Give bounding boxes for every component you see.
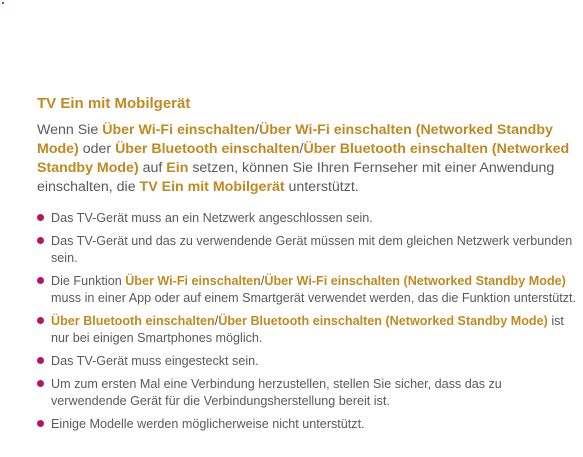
text-run: Einige Modelle werden möglicherweise nicht unterstützt. [51, 417, 365, 431]
text-run: unterstützt. [284, 179, 359, 195]
text-run: setzen, können Sie Ihren Fernseher mit einer Anwendung einschalten, die [37, 160, 555, 195]
text-run: Die Funktion [51, 274, 126, 288]
text-run: ist nur bei einigen Smartphones möglich. [51, 314, 564, 345]
highlighted-term: Über Bluetooth einschalten (Networked Standby Mode) [37, 141, 570, 176]
section-title: TV Ein mit Mobilgerät [37, 95, 191, 112]
text-run: / [260, 274, 265, 288]
highlighted-term: Ein [166, 160, 189, 176]
bullet-list [37, 210, 577, 433]
text-run: Um zum ersten Mal eine Verbindung herzustellen, stellen Sie sicher, dass das zu verwendende Gerät für die Verbindungsherstellung bereit ist. [51, 377, 502, 408]
bullet-dot-icon [37, 237, 44, 244]
highlighted-term: Über Bluetooth einschalten (Networked Standby Mode) [218, 314, 548, 328]
highlighted-term: Über Bluetooth einschalten [51, 314, 215, 328]
bullet-dot-icon [37, 214, 44, 221]
bullet-item [37, 376, 577, 410]
text-run: Das TV-Gerät und das zu verwendende Gerät müssen mit dem gleichen Netzwerk verbunden sein. [51, 234, 573, 265]
bullet-dot-icon [37, 420, 44, 427]
text-run: oder [78, 141, 116, 157]
bullet-dot-icon [37, 317, 44, 324]
bullet-item [37, 416, 577, 433]
intro-paragraph [37, 121, 577, 197]
bullet-item [37, 313, 577, 347]
bullet-dot-icon [37, 357, 44, 364]
bullet-item [37, 353, 577, 370]
bullet-item [37, 273, 577, 307]
highlighted-term: Über Wi-Fi einschalten [102, 122, 256, 138]
text-run: / [255, 122, 259, 138]
text-run: muss in einer App oder auf einem Smartgerät verwendet werden, das die Funktion unterstützt. [51, 291, 577, 305]
bullet-item [37, 210, 577, 227]
corner-mark [2, 2, 4, 4]
text-run: Das TV-Gerät muss an ein Netzwerk angeschlossen sein. [51, 211, 373, 225]
highlighted-term: Über Wi-Fi einschalten (Networked Standby Mode) [264, 274, 566, 288]
highlighted-term: Über Bluetooth einschalten [115, 141, 300, 157]
text-run: Wenn Sie [37, 122, 103, 138]
highlighted-term: Über Wi-Fi einschalten (Networked Standby Mode) [37, 122, 553, 157]
highlighted-term: TV Ein mit Mobilgerät [139, 179, 285, 195]
bullet-dot-icon [37, 380, 44, 387]
bullet-dot-icon [37, 277, 44, 284]
text-run: auf [138, 160, 167, 176]
text-run: Das TV-Gerät muss eingesteckt sein. [51, 354, 259, 368]
text-run: / [214, 314, 219, 328]
document-section [37, 95, 577, 439]
bullet-item [37, 233, 577, 267]
text-run: / [299, 141, 304, 157]
highlighted-term: Über Wi-Fi einschalten [125, 274, 261, 288]
